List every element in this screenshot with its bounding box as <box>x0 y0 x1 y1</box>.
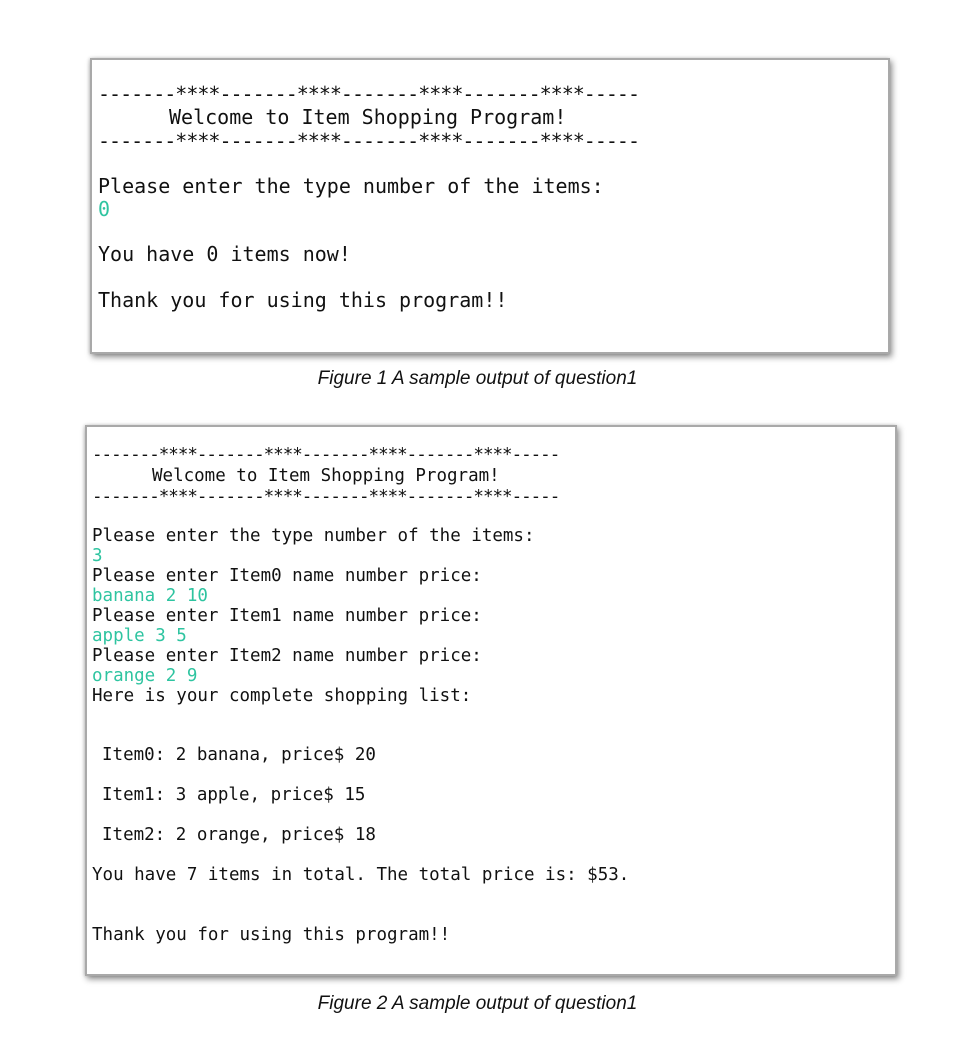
input-item0: banana 2 10 <box>92 586 208 606</box>
input-item1: apple 3 5 <box>92 626 187 646</box>
prompt-type-number: Please enter the type number of the items: <box>92 526 535 546</box>
banner-top: -------****-------****-------****-------****----- <box>92 445 560 465</box>
items-now-text: You have 0 items now! <box>98 242 351 266</box>
welcome-text: Welcome to Item Shopping Program! <box>169 105 567 129</box>
prompt-type-number: Please enter the type number of the items: <box>98 174 604 198</box>
banner-bottom: -------****-------****-------****-------****----- <box>92 487 560 507</box>
prompt-item0: Please enter Item0 name number price: <box>92 566 482 586</box>
figure2-caption: Figure 2 A sample output of question1 <box>317 993 638 1014</box>
prompt-item2: Please enter Item2 name number price: <box>92 646 482 666</box>
thanks-text: Thank you for using this program!! <box>92 925 451 945</box>
prompt-item1: Please enter Item1 name number price: <box>92 606 482 626</box>
banner-bottom: -------****-------****-------****-------****----- <box>98 129 640 153</box>
input-type-number: 3 <box>92 546 103 566</box>
thanks-text: Thank you for using this program!! <box>98 288 508 312</box>
list-header: Here is your complete shopping list: <box>92 686 472 706</box>
list-item: Item2: 2 orange, price$ 18 <box>102 825 376 845</box>
list-item: Item0: 2 banana, price$ 20 <box>102 745 376 765</box>
input-item2: orange 2 9 <box>92 666 198 686</box>
list-item: Item1: 3 apple, price$ 15 <box>102 785 366 805</box>
banner-top: -------****-------****-------****-------****----- <box>98 82 640 106</box>
input-type-number: 0 <box>98 197 111 221</box>
total-text: You have 7 items in total. The total price is: $53. <box>92 865 630 885</box>
welcome-text: Welcome to Item Shopping Program! <box>152 466 500 486</box>
figure1-caption: Figure 1 A sample output of question1 <box>317 368 638 389</box>
terminal-window-figure1 <box>90 58 890 354</box>
terminal-window-figure2 <box>85 425 897 976</box>
